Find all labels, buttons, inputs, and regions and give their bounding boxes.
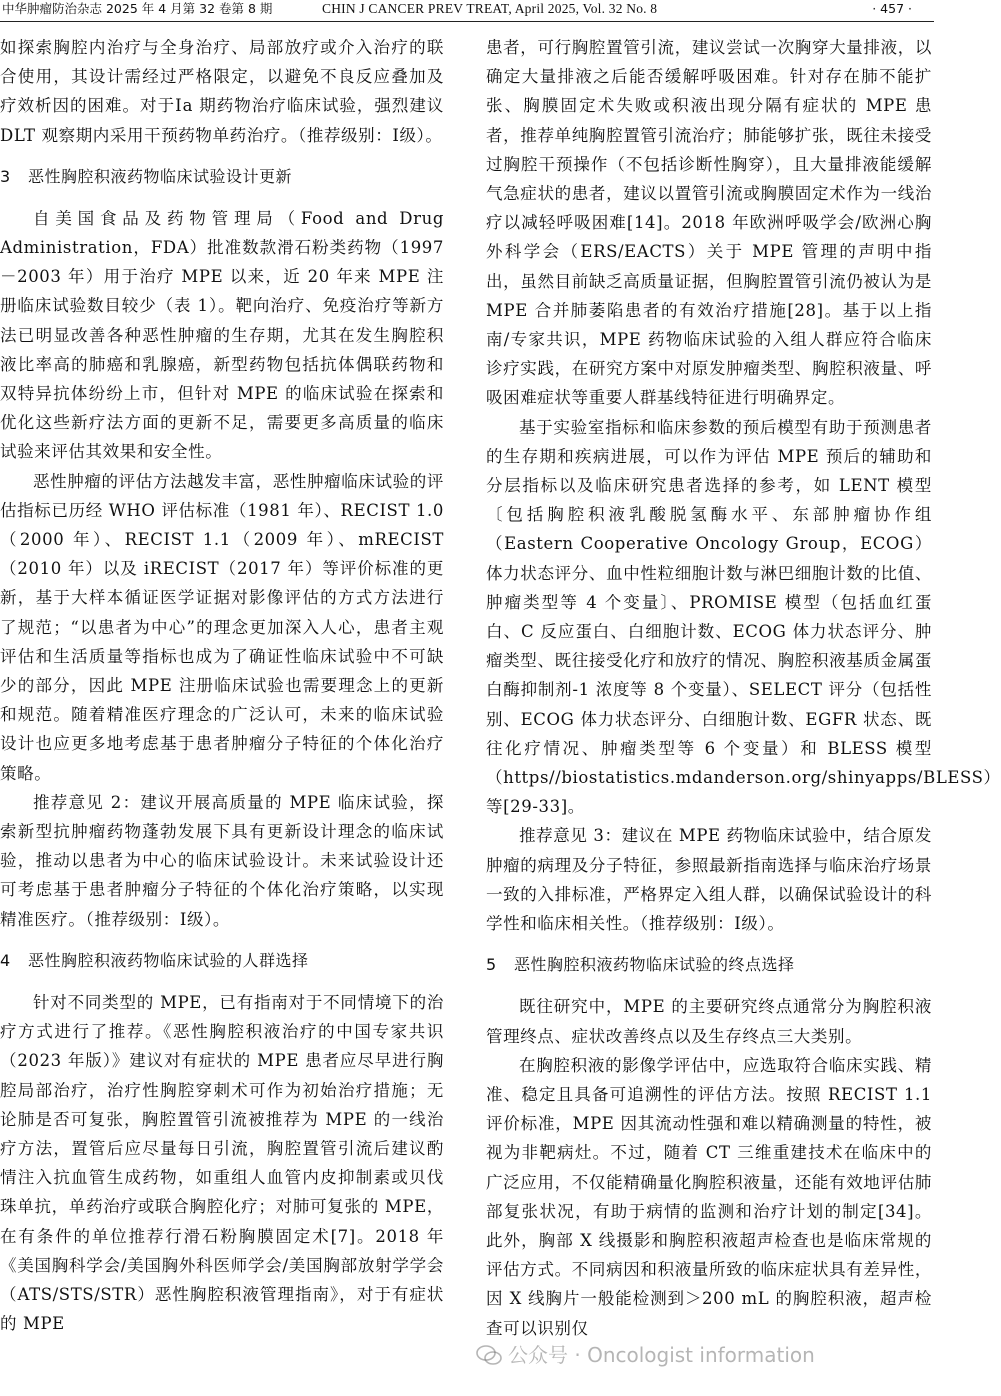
section-5-paragraph-2: 在胸腔积液的影像学评估中，应选取符合临床实践、精准、稳定且具备可追溯性的评估方法。按照 RECIST 1.1 评价标准，MPE 因其流动性强和难以精确测量的特性，被视为非靶病灶。不过，随着 CT 三维重建技术在临床中的广泛应用，不仅能精确量化胸腔积液量，还能有效地评估肺部复张状况，有助于病情的监测和治疗计划的制定[34]。此外，胸部 X 线摄影和胸腔积液超声检查也是临床常规的评估方式。不同病因和积液量所致的临床症状具有差异性，因 X 线胸片一般能检测到＞200 mL 的胸腔积液，超声检查可以识别仅 [486, 1055, 932, 1338]
section-5-heading [486, 952, 932, 978]
section-5-number: 5 [486, 955, 497, 975]
running-header [0, 0, 934, 22]
left-column [0, 33, 444, 1338]
wechat-icon [476, 1343, 502, 1363]
prognostic-model-paragraph: 基于实验室指标和临床参数的预后模型有助于预测患者的生存期和疾病进展，可以作为评估 MPE 预后的辅助和分层指标以及临床研究患者选择的参考，如 LENT 模型〔包括胸腔积液乳酸脱氢酶水平、东部肿瘤协作组（Eastern Cooperative Oncology Group，ECOG）体力状态评分、血中性粒细胞计数与淋巴细胞计数的比值、肿瘤类型等 4 个变量〕、PROMISE 模型（包括血红蛋白、C 反应蛋白、白细胞计数、ECOG 体力状态评分、肿瘤类型、既往接受化疗和放疗的情况、胸腔积液基质金属蛋白酶抑制剂-1 浓度等 8 个变量）、SELECT 评分（包括性别、ECOG 体力状态评分、白细胞计数、EGFR 状态、既往化疗情况、肿瘤类型等 6 个变量）和 BLESS 模型（https//biostatistics.mdanderson.org/shinyapps/BLESS）等[29-33]。 [486, 417, 1001, 817]
journal-english-title: CHIN J CANCER PREV TREAT, April 2025, Vol. 32 No. 8 [322, 1, 658, 16]
continued-paragraph: 患者，可行胸腔置管引流，建议尝试一次胸穿大量排液，以确定大量排液之后能否缓解呼吸困难。针对存在肺不能扩张、胸膜固定术失败或积液出现分隔有症状的 MPE 患者，推荐单纯胸腔置管引流治疗；肺能够扩张，既往未接受过胸腔干预操作（不包括诊断性胸穿），且大量排液能缓解气急症状的患者，建议以置管引流或胸膜固定术作为一线治疗以减轻呼吸困难[14]。2018 年欧洲呼吸学会/欧洲心胸外科学会（ERS/EACTS）关于 MPE 管理的声明中指出，虽然目前缺乏高质量证据，但胸腔置管引流仍被认为是 MPE 合并肺萎陷患者的有效治疗措施[28]。基于以上指南/专家共识，MPE 药物临床试验的入组人群应符合临床诊疗实践，在研究方案中对原发肿瘤类型、胸腔积液量、呼吸困难症状等重要人群基线特征进行明确界定。 [486, 38, 932, 408]
section-4-paragraph-1: 针对不同类型的 MPE，已有指南对于不同情境下的治疗方式进行了推荐。《恶性胸腔积液治疗的中国专家共识（2023 年版）》建议对有症状的 MPE 患者应尽早进行胸腔局部治疗，治疗性胸腔穿刺术可作为初始治疗措施；无论肺是否可复张，胸腔置管引流被推荐为 MPE 的一线治疗方法，置管后应尽量每日引流，胸腔置管引流后建议酌情注入抗血管生成药物，如重组人血管内皮抑制素或贝伐珠单抗，单药治疗或联合胸腔化疗；对肺可复张的 MPE，在有条件的单位推荐行滑石粉胸膜固定术[7]。2018 年《美国胸科学会/美国胸外科医师学会/美国胸部放射学学会（ATS/STS/STR）恶性胸腔积液管理指南》，对于有症状的 MPE [0, 992, 444, 1334]
section-3-heading [0, 164, 444, 190]
header-rule [0, 21, 934, 22]
section-5-paragraph-1: 既往研究中，MPE 的主要研究终点通常分为胸腔积液管理终点、症状改善终点以及生存终点三大类别。 [486, 997, 932, 1046]
intro-paragraph: 如探索胸腔内治疗与全身治疗、局部放疗或介入治疗的联合使用，其设计需经过严格限定，以避免不良反应叠加及疗效析因的困难。对于Ⅰa 期药物治疗临床试验，强烈建议 DLT 观察期内采用干预药物单药治疗。（推荐级别：Ⅰ级）。 [0, 38, 444, 145]
watermark-text: 公众号 · Oncologist information [508, 1343, 815, 1367]
recommendation-3: 推荐意见 3：建议在 MPE 药物临床试验中，结合原发肿瘤的病理及分子特征，参照最新指南选择与临床治疗场景一致的入排标准，严格界定入组人群，以确保试验设计的科学性和临床相关性。（推荐级别：Ⅰ级）。 [486, 826, 932, 934]
section-3-number: 3 [0, 166, 11, 186]
right-column [486, 33, 1001, 1343]
section-3-paragraph-2: 恶性肿瘤的评估方法越发丰富，恶性肿瘤临床试验的评估指标已历经 WHO 评估标准（1981 年）、RECIST 1.0（2000 年）、RECIST 1.1（2009 年）、mRECIST（2010 年）以及 iRECIST（2017 年）等评价标准的更新，基于大样本循证医学证据对影像评估的方式方法进行了规范；“以患者为中心”的理念更加深入人心，患者主观评估和生活质量等指标也成为了确证性临床试验中不可缺少的部分，因此 MPE 注册临床试验也需要理念上的更新和规范。随着精准医疗理念的广泛认可，未来的临床试验设计也应更多地考虑基于患者肿瘤分子特征的个体化治疗策略。 [0, 471, 444, 783]
section-3-paragraph-1: 自美国食品及药物管理局（Food and Drug Administration，FDA）批准数款滑石粉类药物（1997－2003 年）用于治疗 MPE 以来，近 20 年来 MPE 注册临床试验数目较少（表 1）。靶向治疗、免疫治疗等新方法已明显改善各种恶性肿瘤的生存期，尤其在发生胸腔积液比率高的肺癌和乳腺癌，新型药物包括抗体偶联药物和双特异抗体纷纷上市，但针对 MPE 的临床试验在探索和优化这些新疗法方面的更新不足，需要更多高质量的临床试验来评估其效果和安全性。 [0, 208, 444, 462]
wechat-watermark [476, 1340, 916, 1370]
section-4-title: 恶性胸腔积液药物临床试验的人群选择 [28, 950, 309, 970]
section-4-number: 4 [0, 950, 11, 970]
section-4-heading [0, 948, 444, 974]
section-5-title: 恶性胸腔积液药物临床试验的终点选择 [514, 955, 795, 975]
section-3-title: 恶性胸腔积液药物临床试验设计更新 [28, 166, 293, 186]
page-number: · 457 · [872, 1, 912, 16]
journal-issue: 中华肿瘤防治杂志 2025 年 4 月第 32 卷第 8 期 [2, 1, 273, 16]
recommendation-2: 推荐意见 2：建议开展高质量的 MPE 临床试验，探索新型抗肿瘤药物蓬勃发展下具有更新设计理念的临床试验，推动以患者为中心的临床试验设计。未来试验设计还可考虑基于患者肿瘤分子特征的个体化治疗策略，以实现精准医疗。（推荐级别：Ⅰ级）。 [0, 792, 444, 929]
